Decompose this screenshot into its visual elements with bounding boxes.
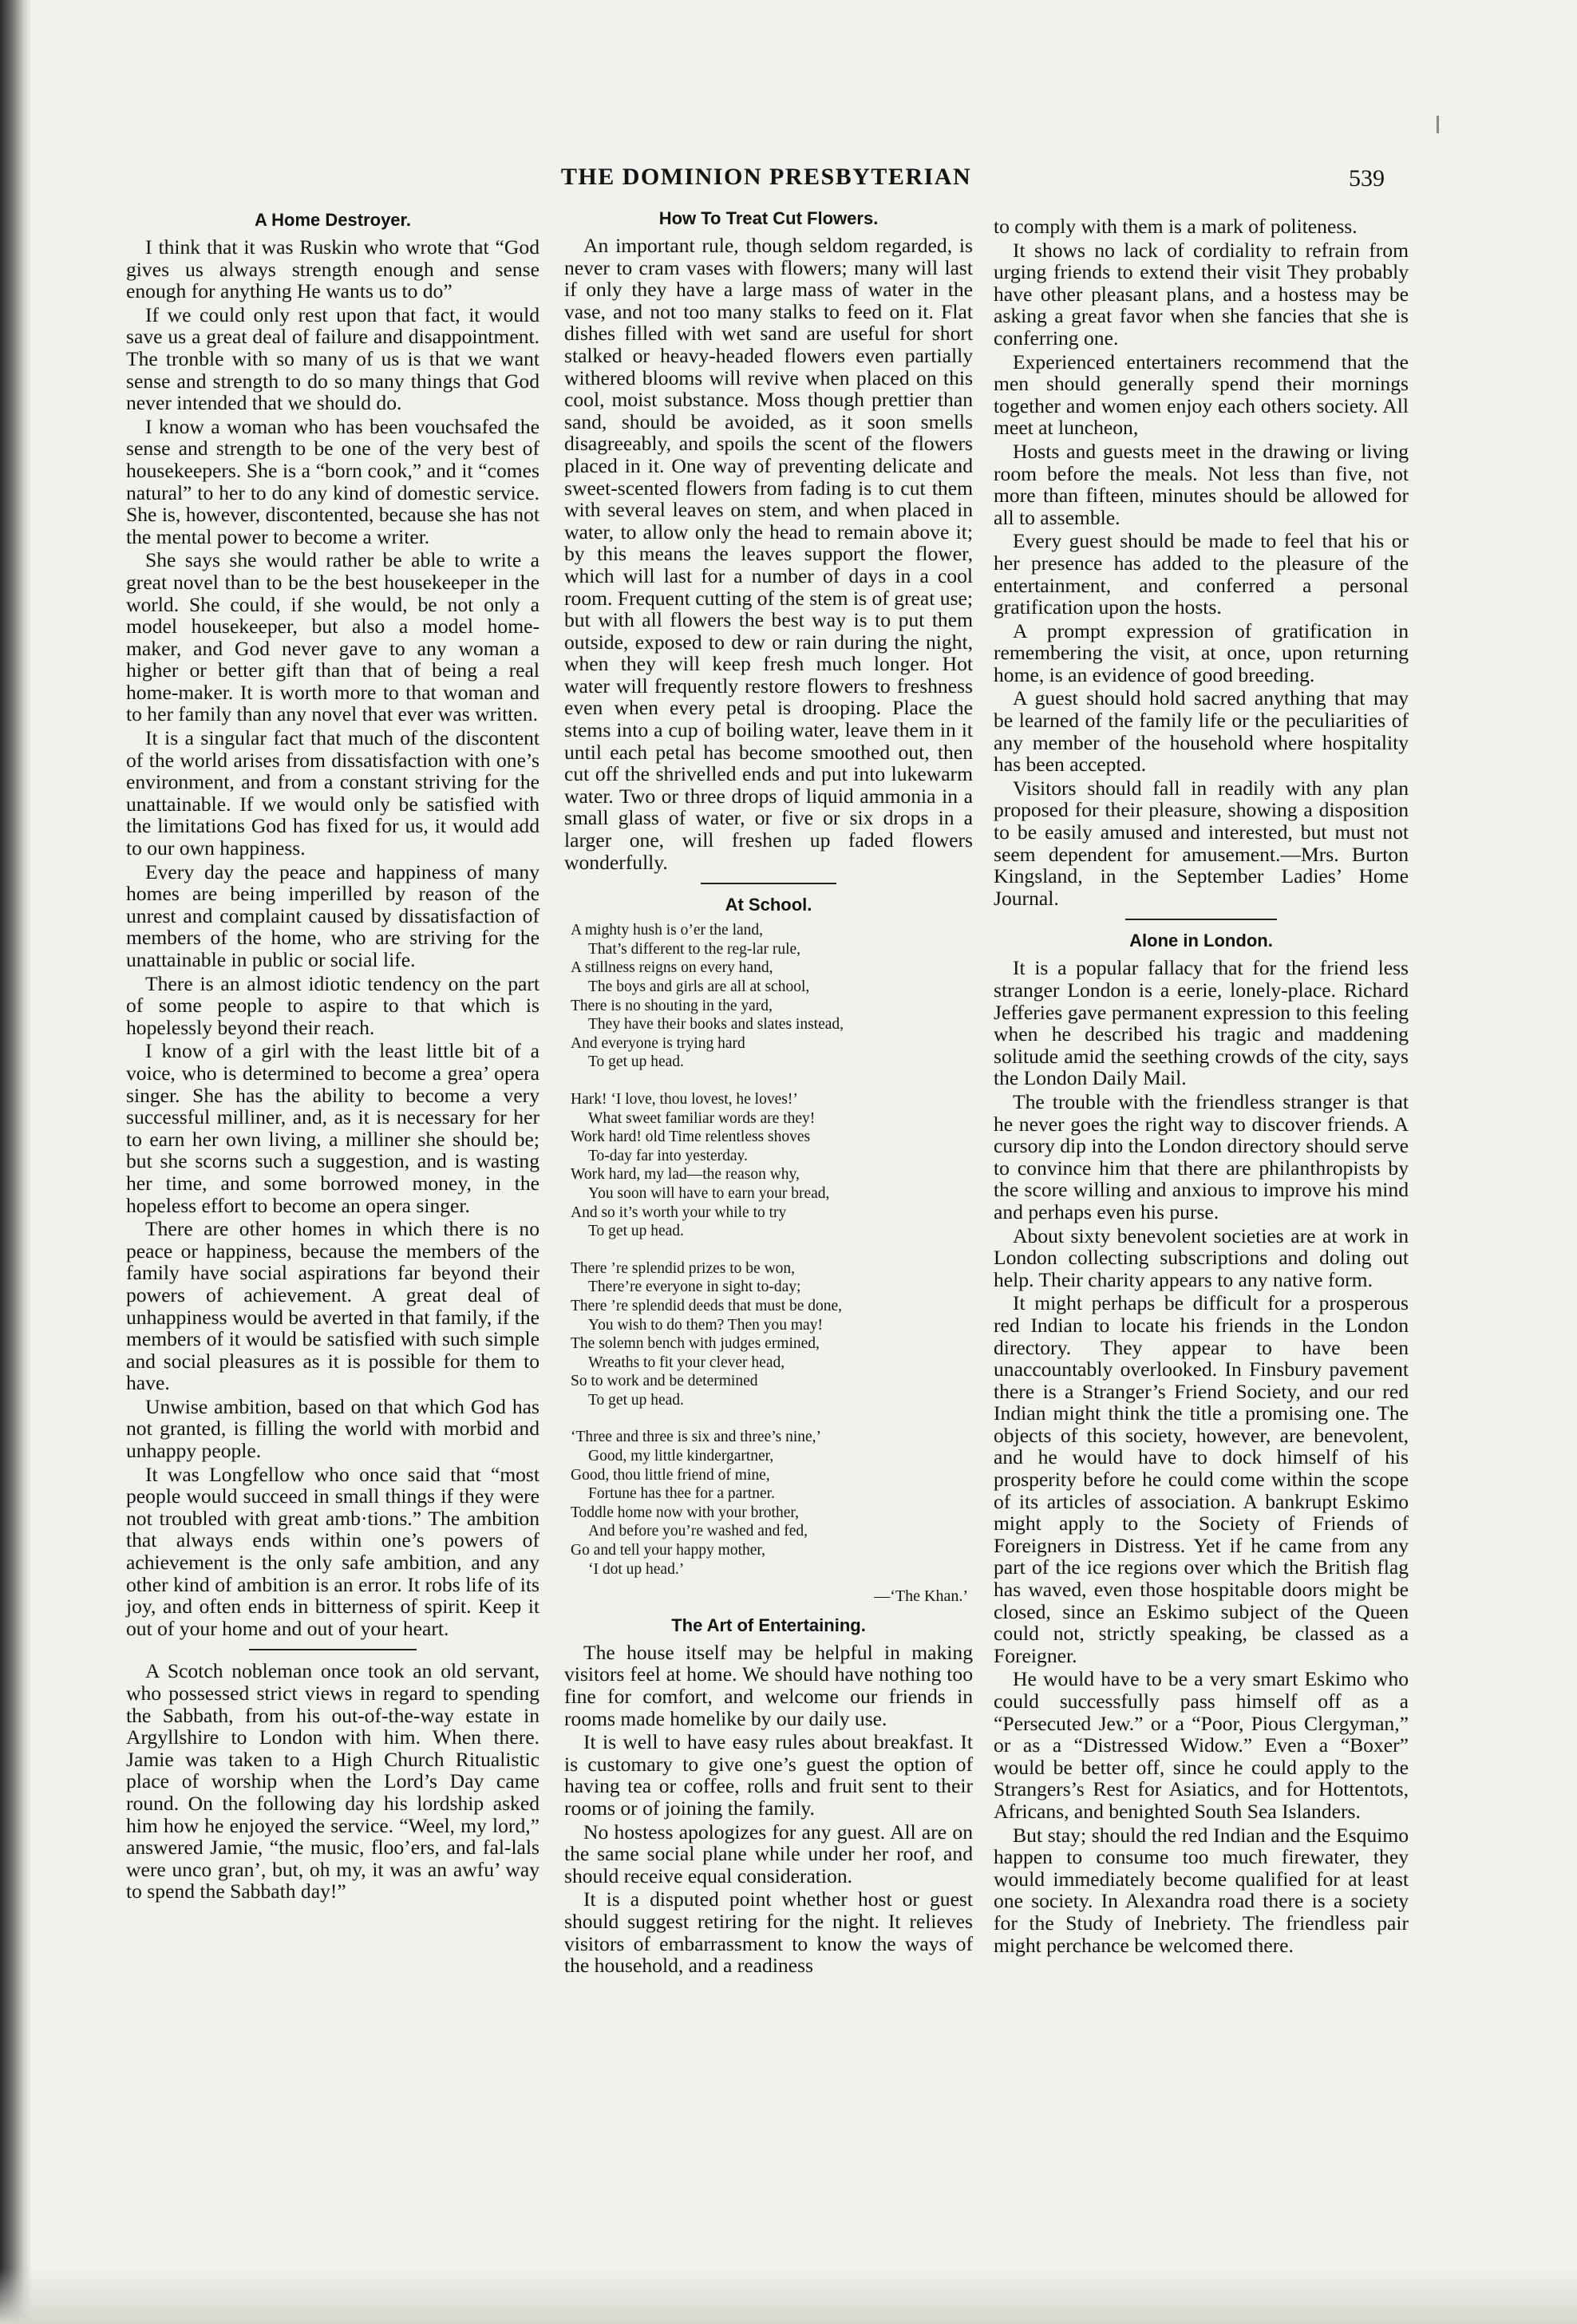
paragraph: No hostess apologizes for any guest. All are on the same social plane while under her roof, and should receive equal consideration. xyxy=(564,1820,973,1887)
poem-line: To get up head. xyxy=(588,1223,684,1240)
paragraph: The house itself may be helpful in making visitors feel at home. We should have nothing too fine for comfort, and welcome our friends in rooms made homelike by our daily use. xyxy=(564,1640,973,1730)
paragraph: Hosts and guests meet in the drawing or living room before the meals. Not less than five, not more than fifteen, minutes should be allowed for all to assemble. xyxy=(994,439,1409,529)
poem-line: There ’re splendid prizes to be won, xyxy=(571,1259,796,1277)
poem-line: Work hard, my lad—the reason why, xyxy=(571,1166,800,1184)
poem-line: Wreaths to fit your clever head, xyxy=(588,1354,785,1371)
paragraph: It is well to have easy rules about breakfast. It is customary to give one’s guest the option of having tea or coffee, rolls and fruit sent to their rooms or of joining the family. xyxy=(564,1730,973,1820)
column-3 xyxy=(994,215,1409,1956)
paragraph-continuation: to comply with them is a mark of politeness. xyxy=(994,215,1358,238)
paragraph: Every guest should be made to feel that his or her presence has added to the pleasure of the entertainment, and conferred a personal gratification upon the hosts. xyxy=(994,529,1409,619)
paragraph: It is a disputed point whether host or guest should suggest retiring for the night. It relieves visitors of embarrassment to know the ways of the household, and a readiness xyxy=(564,1887,973,1978)
poem-line: A mighty hush is o’er the land, xyxy=(571,922,764,939)
paragraph: I know of a girl with the least little bit of a voice, who is determined to become a grea’ opera singer. She has the ability to become a very successful milliner, and, as it is necessary for her to earn her own living, a milliner she should be; but she scorns such a suggestion, and is wasting her time, and some borrowed money, in the hopeless effort to become an opera singer. xyxy=(126,1039,540,1217)
paragraph: It is a popular fallacy that for the friend less stranger London is a eerie, lonely-place. Richard Jefferies gave permanent expression to this feeling when he described his tragic and maddening solitude amid the seething crowds of the city, says the London Daily Mail. xyxy=(994,956,1409,1090)
paragraph: He would have to be a very smart Eskimo who could successfully pass himself off as a “Persecuted Jew.” or a “Poor, Pious Clergyman,” or as a “Distressed Widow.” Even a “Boxer” would be better off, since he could apply to the Strangers’s Rest for Asiatics, and for Hottentots, Africans, and benighted South Sea Islanders. xyxy=(994,1667,1409,1823)
poem-line: To get up head. xyxy=(588,1391,684,1409)
journal-title: THE DOMINION PRESBYTERIAN xyxy=(560,164,972,190)
poem-line: ‘Three and three is six and three’s nine,’ xyxy=(571,1429,822,1446)
poem-author: —‘The Khan.’ xyxy=(874,1587,968,1606)
poem-line: Go and tell your happy mother, xyxy=(571,1542,765,1559)
paragraph: About sixty benevolent societies are at work in London collecting subscriptions and doling out help. Their charity appears to any native form. xyxy=(994,1223,1409,1291)
section-divider xyxy=(701,883,836,884)
poem-stanza xyxy=(571,1259,973,1410)
poem-stanza xyxy=(571,1090,973,1241)
paragraph: Unwise ambition, based on that which God has not granted, is filling the world with morbid and unhappy people. xyxy=(126,1394,540,1463)
paragraph: It was Longfellow who once said that “most people would succeed in small things if they were not troubled with great amb·tions.” The ambition that always ends within one’s powers of achievement is the only safe ambition, and any other kind of ambition is an error. It robs life of its joy, and often ends in bitterness of spirit. Keep it out of your home and out of your heart. xyxy=(126,1462,540,1640)
page-header xyxy=(104,164,1556,204)
poem-line: There’re everyone in sight to-day; xyxy=(588,1279,801,1296)
poem-line: So to work and be determined xyxy=(571,1373,758,1390)
paragraph: She says she would rather be able to write a great novel than to be the best housekeeper in the world. She could, if she would, be not only a model housekeeper, but also a model home-maker, and God never gave to any woman a higher or better gift than that of being a real home-maker. It is worth more to that woman and to her family than any novel that ever was written. xyxy=(126,548,540,726)
poem-stanza xyxy=(571,1428,973,1579)
paragraph: An important rule, though seldom regarded, is never to cram vases with flowers; many will last if only they have a large mass of water in the vase, and not too many stalks to feed on it. Flat dishes filled with wet sand are useful for short stalked or heavy-headed flowers even partially withered blooms will revive when placed on this cool, moist substance. Moss though prettier than sand, should be avoided, as it soon smells disagreeably, and spoils the scent of the flowers placed in it. One way of preventing delicate and sweet-scented flowers from fading is to cut them with several leaves on stem, and when placed in water, to allow only the head to remain above it; by this means the leaves support the flower, which will last for a number of days in a cool room. Frequent cutting of the stem is of great use; but with all flowers the best way is to put them outside, exposed to dew or rain during the night, when they will keep fresh much longer. Hot water will frequently restore flowers to freshness even when every petal is drooping. Place the stems into a cup of boiling water, leave them in it until each petal has become smoothed out, then cut off the shrivelled ends and put into lukewarm water. Two or three drops of liquid ammonia in a small glass of water, or five or six drops in a larger one, will freshen up faded flowers wonderfully. xyxy=(564,234,973,874)
paragraph: There is an almost idiotic tendency on the part of some people to aspire to that which is hopelessly beyond their reach. xyxy=(126,971,540,1039)
page-edge-shadow xyxy=(0,2268,1577,2324)
poem-line: To get up head. xyxy=(588,1053,684,1071)
poem-line: A stillness reigns on every hand, xyxy=(571,959,773,977)
poem-line: You wish to do them? Then you may! xyxy=(588,1316,823,1334)
article-title-cut-flowers: How To Treat Cut Flowers. xyxy=(658,208,879,228)
paragraph: I think that it was Ruskin who wrote that “God gives us always strength enough and sense enough for anything He wants us to do” xyxy=(126,235,540,303)
section-divider xyxy=(1125,919,1277,920)
poem-line: You soon will have to earn your bread, xyxy=(588,1184,830,1202)
column-2 xyxy=(564,208,973,1977)
poem-line: Toddle home now with your brother, xyxy=(571,1504,799,1521)
margin-ink-mark xyxy=(1437,116,1439,133)
article-title-alone-in-london: Alone in London. xyxy=(1129,931,1273,951)
poem-line: What sweet familiar words are they! xyxy=(588,1109,816,1127)
poem-line: Fortune has thee for a partner. xyxy=(588,1485,775,1503)
paragraph: Experienced entertainers recommend that the men should generally spend their mornings together and women enjoy each others society. All meet at luncheon, xyxy=(994,350,1409,440)
poem-line: And so it’s worth your while to try xyxy=(571,1204,787,1221)
poem-title: At School. xyxy=(725,895,812,915)
paragraph: But stay; should the red Indian and the Esquimo happen to consume too much firewater, they would immediately become qualified for at least one society. In Alexandra road there is a society for the Study of Inebriety. The friendless pair might perchance be welcomed there. xyxy=(994,1823,1409,1957)
poem-line: And before you’re washed and fed, xyxy=(588,1523,808,1540)
anecdote-paragraph: A Scotch nobleman once took an old servant, who possessed strict views in regard to spending the Sabbath, from his out-of-the-way estate in Argyllshire to London with him. When there. Jamie was taken to a High Church Ritualistic place of worship when the Lord’s Day came round. On the following day his lordship asked him how he enjoyed the service. “Weel, my lord,” answered Jamie, “the music, floo’ers, and fal-lals were unco gran’, but, oh my, it was an awfu’ way to spend the Sabbath day!” xyxy=(126,1659,540,1903)
poem-line: The boys and girls are all at school, xyxy=(588,978,810,995)
paragraph: It is a singular fact that much of the discontent of the world arises from dissatisfaction with one’s environment, and from a constant striving for the unattainable. If we would only be satisfied with the limitations God has fixed for us, it would add to our own happiness. xyxy=(126,726,540,860)
paragraph: Every day the peace and happiness of many homes are being imperilled by reason of the unrest and complaint caused by dissatisfaction of members of the home, who are striving for the unattainable in public or social life. xyxy=(126,860,540,971)
poem-line: The solemn bench with judges ermined, xyxy=(571,1335,820,1353)
column-1 xyxy=(126,209,540,1903)
paragraph: It might perhaps be difficult for a prosperous red Indian to locate his friends in the London directory. They appear to have been unaccountably overlooked. In Finsbury pavement there is a Stranger’s Friend Society, and our red Indian might think the title a promising one. The objects of this society, however, are benevolent, and he would have to dock himself of his prosperity before he could come within the scope of its articles of association. A bankrupt Eskimo might apply to the Society of Friends of Foreigners in Distress. Yet if he came from any part of the ice regions over which the British flag has waved, even those hospitable doors might be closed, since an Eskimo subject of the Queen could not, strictly speaking, be classed as a Foreigner. xyxy=(994,1291,1409,1667)
poem-line: Work hard! old Time relentless shoves xyxy=(571,1128,811,1146)
poem-line: Good, thou little friend of mine, xyxy=(571,1466,770,1484)
article-title-art-of-entertaining: The Art of Entertaining. xyxy=(671,1615,866,1635)
poem-line: There is no shouting in the yard, xyxy=(571,997,773,1014)
poem-line: That’s different to the reg-lar rule, xyxy=(588,940,801,958)
poem-stanza xyxy=(571,921,973,1072)
poem-line: And everyone is trying hard xyxy=(571,1034,745,1052)
paragraph: It shows no lack of cordiality to refrain from urging friends to extend their visit They probably have other pleasant plans, and a hostess may be asking a great favor when she fancies that she is conferring one. xyxy=(994,238,1409,350)
poem-line: They have their books and slates instead, xyxy=(588,1016,844,1034)
article-title-home-destroyer: A Home Destroyer. xyxy=(254,210,412,230)
poem-line: There ’re splendid deeds that must be done, xyxy=(571,1297,843,1314)
poem-line: Good, my little kindergartner, xyxy=(588,1448,774,1465)
paragraph: I know a woman who has been vouchsafed the sense and strength to be one of the very best of housekeepers. She is a “born cook,” and it “comes natural” to her to do any kind of domestic service. She is, however, discontented, because she has not the mental power to become a writer. xyxy=(126,414,540,548)
paragraph: There are other homes in which there is no peace or happiness, because the members of the family have social aspirations far beyond their powers of achievement. A great deal of unhappiness would be averted in that family, if the members of it would be satisfied with such simple and social pleasures as it is possible for them to have. xyxy=(126,1217,540,1395)
poem-line: Hark! ‘I love, thou lovest, he loves!’ xyxy=(571,1090,798,1108)
paragraph: A guest should hold sacred anything that may be learned of the family life or the peculiarities of any member of the household where hospitality has been accepted. xyxy=(994,686,1409,777)
section-divider xyxy=(249,1649,417,1650)
paragraph: The trouble with the friendless stranger is that he never goes the right way to discover friends. A cursory dip into the London directory should serve to convince him that there are philanthropists by the score willing and anxious to improve his mind and perhaps even his purse. xyxy=(994,1089,1409,1223)
poem-line: To-day far into yesterday. xyxy=(588,1147,748,1164)
paragraph: A prompt expression of gratification in remembering the visit, at once, upon returning home, is an evidence of good breeding. xyxy=(994,619,1409,686)
paragraph: If we could only rest upon that fact, it would save us a great deal of failure and disappointment. The tronble with so many of us is that we want sense and strength to do so many things that God never intended that we should do. xyxy=(126,302,540,415)
poem-body xyxy=(571,921,973,1579)
page-number: 539 xyxy=(1349,165,1385,192)
page-binding-shadow xyxy=(0,0,32,2324)
poem-line: ‘I dot up head.’ xyxy=(588,1560,685,1578)
paragraph: Visitors should fall in readily with any plan proposed for their pleasure, showing a disposition to be easily amused and interested, but must not seem dependent for amusement.—Mrs. Burton Kingsland, in the September Ladies’ Home Journal. xyxy=(994,776,1409,910)
